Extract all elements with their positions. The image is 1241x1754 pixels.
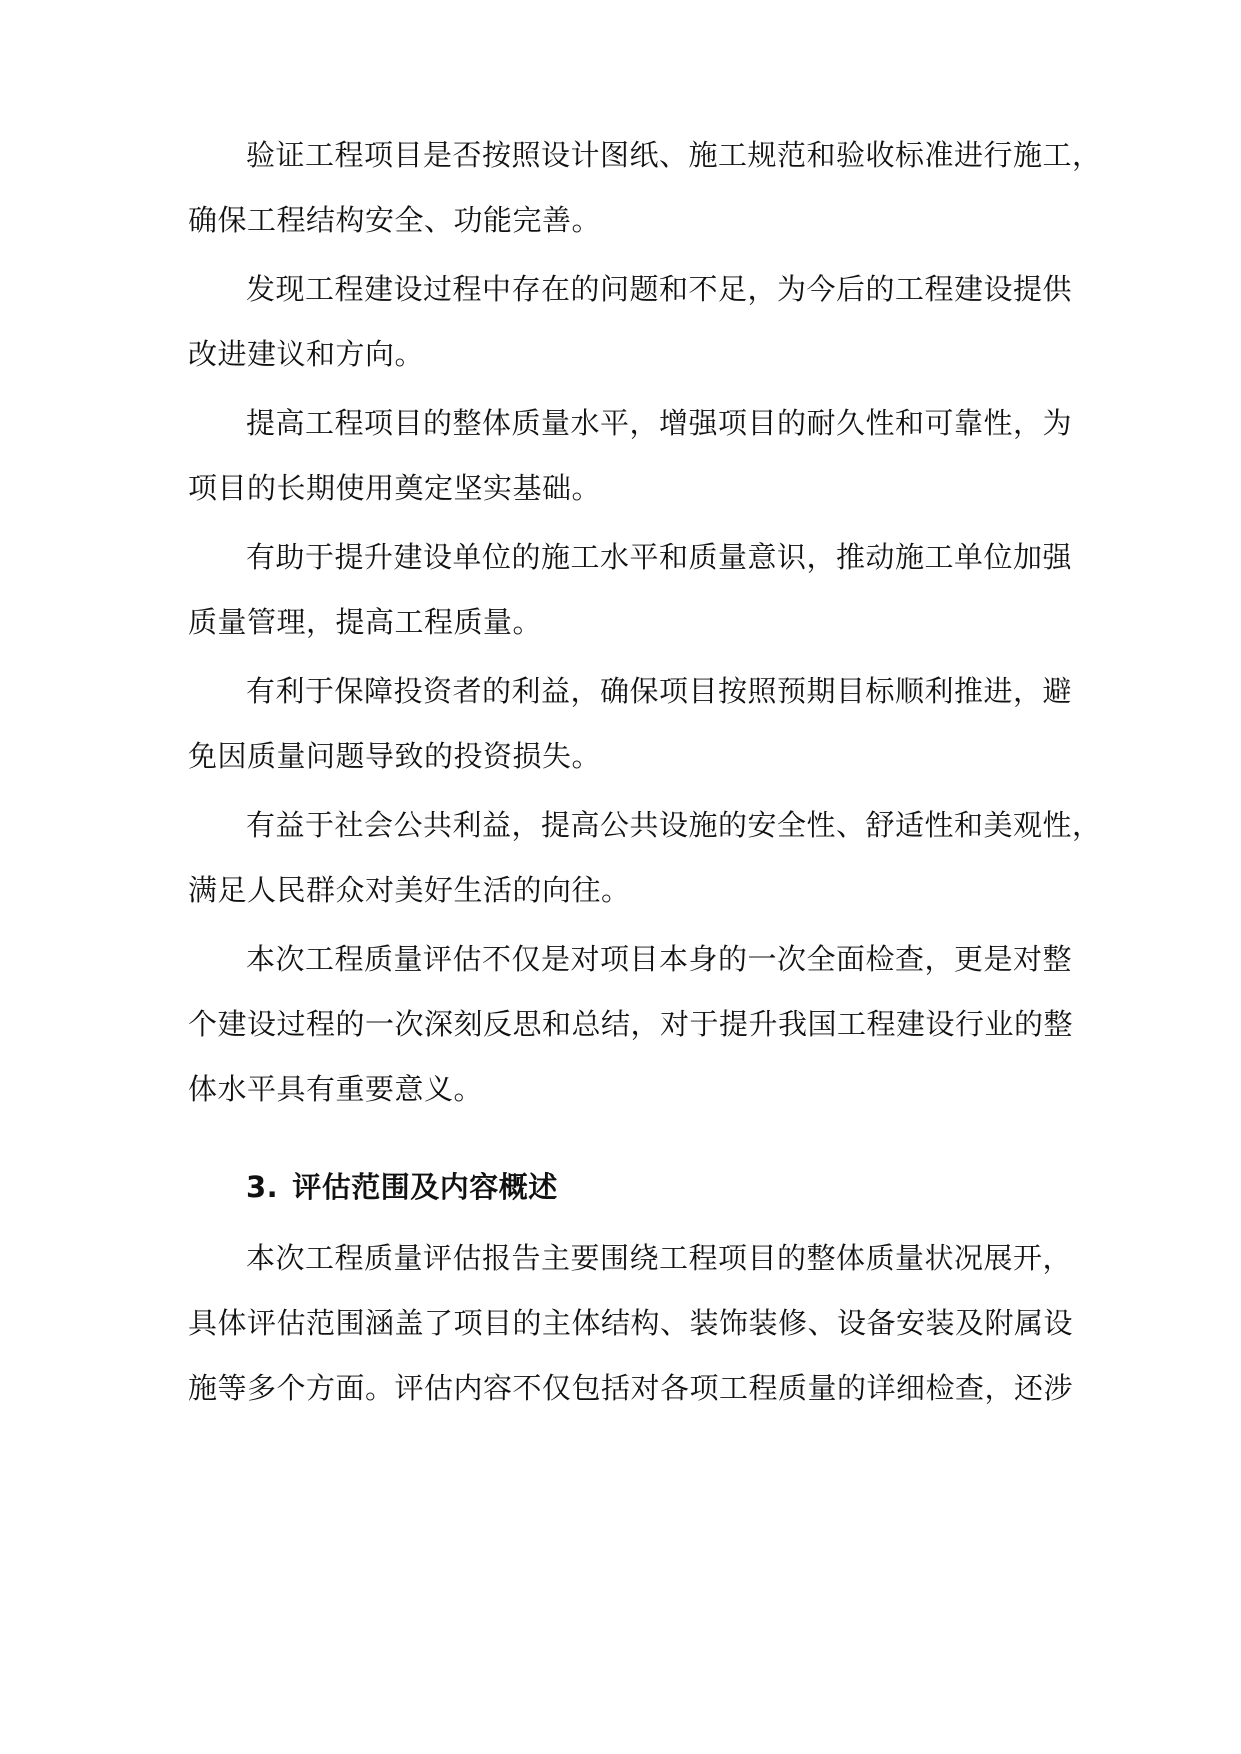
paragraph-5-line-1: 有利于保障投资者的利益，确保项目按照预期目标顺利推进，避 [246, 674, 1073, 708]
paragraph-3-line-1: 提高工程项目的整体质量水平，增强项目的耐久性和可靠性，为 [246, 406, 1073, 440]
paragraph-4-line-2: 质量管理，提高工程质量。 [188, 605, 543, 639]
section-title: 评估范围及内容概述 [292, 1170, 558, 1204]
paragraph-6-line-1: 有益于社会公共利益，提高公共设施的安全性、舒适性和美观性， [246, 808, 1102, 842]
section-paragraph-line-3: 施等多个方面。评估内容不仅包括对各项工程质量的详细检查，还涉 [188, 1371, 1074, 1405]
paragraph-7-line-2: 个建设过程的一次深刻反思和总结，对于提升我国工程建设行业的整 [188, 1007, 1074, 1041]
section-paragraph-line-1: 本次工程质量评估报告主要围绕工程项目的整体质量状况展开， [246, 1241, 1073, 1275]
paragraph-1-line-1: 验证工程项目是否按照设计图纸、施工规范和验收标准进行施工， [246, 138, 1102, 172]
section-heading [246, 1169, 558, 1205]
paragraph-7-line-3: 体水平具有重要意义。 [188, 1072, 484, 1106]
paragraph-2-line-2: 改进建议和方向。 [188, 337, 425, 371]
paragraph-2-line-1: 发现工程建设过程中存在的问题和不足，为今后的工程建设提供 [246, 272, 1073, 306]
paragraph-4-line-1: 有助于提升建设单位的施工水平和质量意识，推动施工单位加强 [246, 540, 1073, 574]
paragraph-5-line-2: 免因质量问题导致的投资损失。 [188, 739, 602, 773]
paragraph-7-line-1: 本次工程质量评估不仅是对项目本身的一次全面检查，更是对整 [246, 942, 1073, 976]
paragraph-1-line-2: 确保工程结构安全、功能完善。 [188, 203, 602, 237]
section-paragraph-line-2: 具体评估范围涵盖了项目的主体结构、装饰装修、设备安装及附属设 [188, 1306, 1074, 1340]
paragraph-3-line-2: 项目的长期使用奠定坚实基础。 [188, 471, 602, 505]
paragraph-6-line-2: 满足人民群众对美好生活的向往。 [188, 873, 631, 907]
section-number: 3. [246, 1170, 279, 1204]
